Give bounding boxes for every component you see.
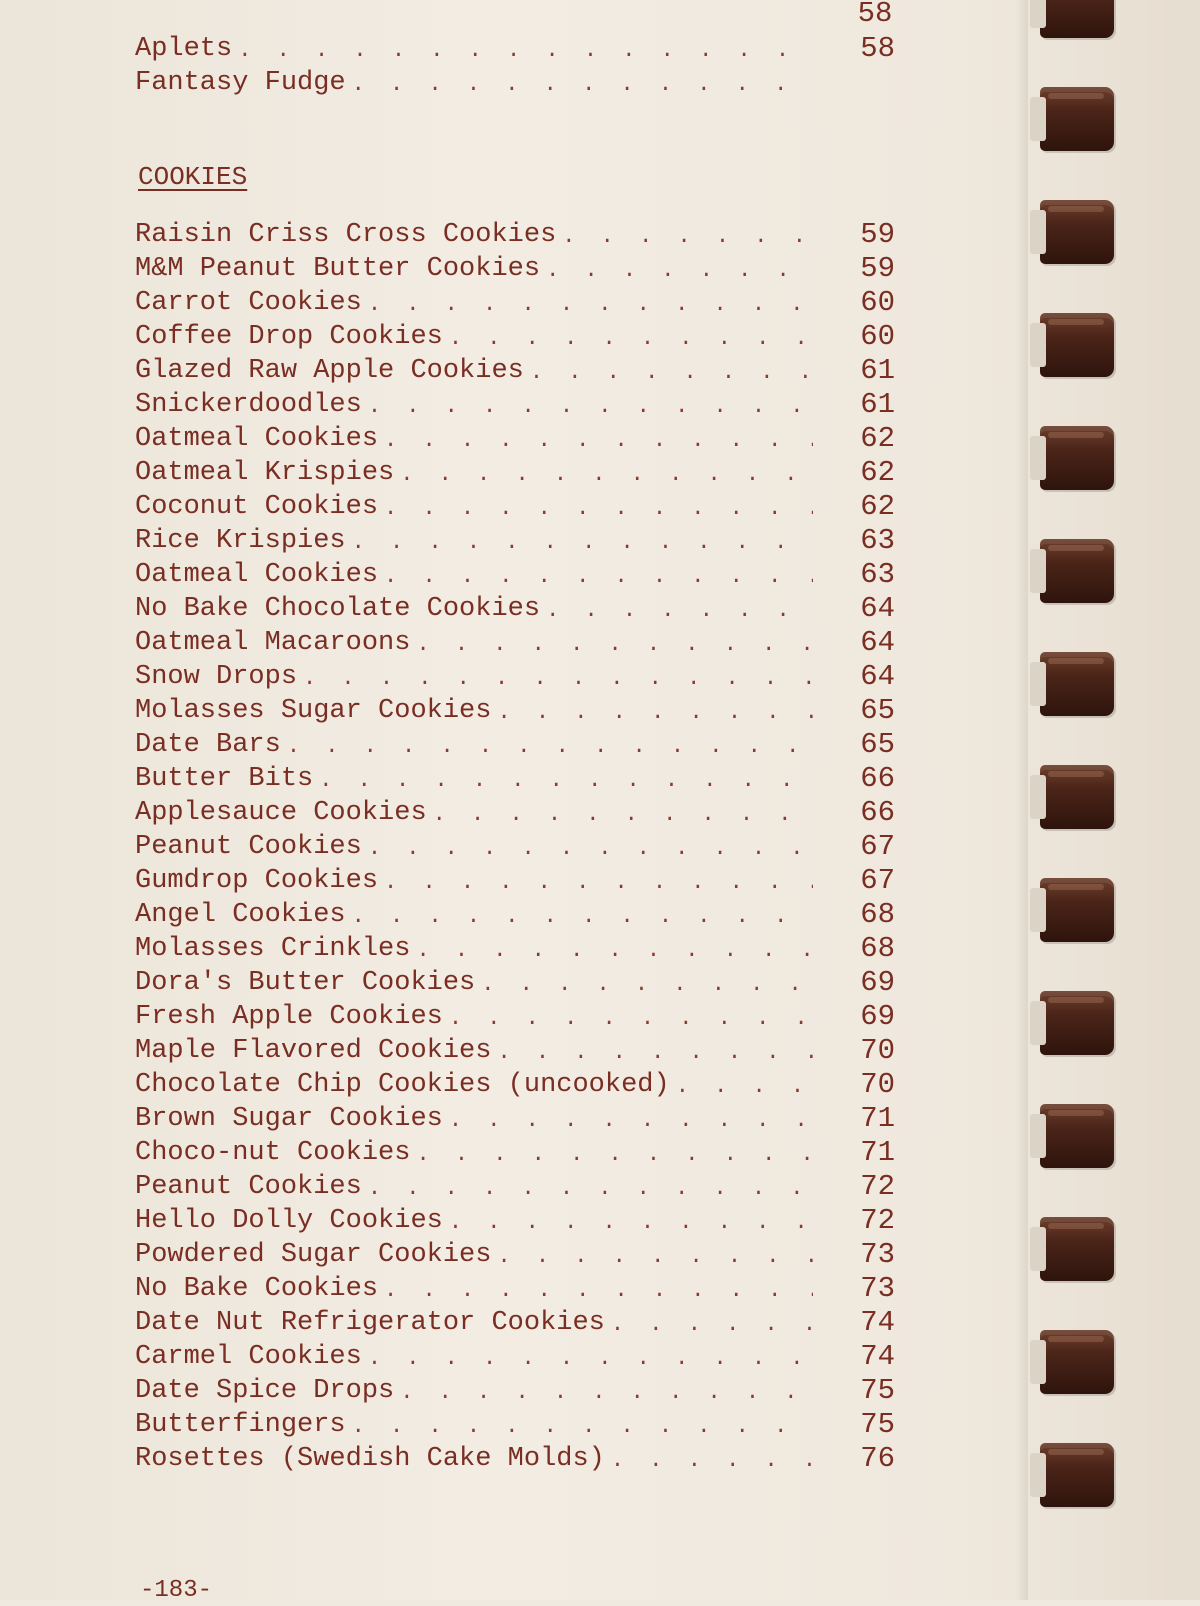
toc-entry-page: 63 bbox=[860, 558, 895, 591]
toc-entry-page: 68 bbox=[860, 932, 895, 965]
dot-leader bbox=[475, 970, 813, 1000]
dot-leader bbox=[362, 290, 813, 320]
toc-entry[interactable] bbox=[135, 1204, 895, 1238]
toc-entry-page: 59 bbox=[860, 252, 895, 285]
spiral-ring bbox=[1040, 1330, 1114, 1394]
dot-leader bbox=[491, 698, 813, 728]
toc-entry[interactable] bbox=[135, 286, 895, 320]
toc-entry-title: Oatmeal Cookies bbox=[135, 424, 379, 454]
toc-entry-title: Chocolate Chip Cookies (uncooked) bbox=[135, 1070, 670, 1100]
toc-entry[interactable] bbox=[135, 1272, 895, 1306]
toc-entry-title: Gumdrop Cookies bbox=[135, 866, 379, 896]
toc-entry-page: 64 bbox=[860, 660, 895, 693]
toc-entry-page: 62 bbox=[860, 490, 895, 523]
toc-entry-title: Choco-nut Cookies bbox=[135, 1138, 411, 1168]
toc-entry[interactable] bbox=[135, 252, 895, 286]
toc-entry-title: Snickerdoodles bbox=[135, 390, 362, 420]
dot-leader bbox=[443, 1004, 813, 1034]
spiral-binding bbox=[1028, 0, 1200, 1600]
toc-entry[interactable] bbox=[135, 1068, 895, 1102]
page-folio: -183- bbox=[140, 1577, 213, 1604]
dot-leader bbox=[491, 1038, 813, 1068]
toc-entry[interactable] bbox=[135, 354, 895, 388]
toc-entry-page: 66 bbox=[860, 796, 895, 829]
dot-leader bbox=[362, 392, 813, 422]
spiral-ring bbox=[1040, 1443, 1114, 1507]
toc-entry-title: Oatmeal Macaroons bbox=[135, 628, 411, 658]
toc-entry-title: Dora's Butter Cookies bbox=[135, 968, 476, 998]
toc-entry-page: 64 bbox=[860, 626, 895, 659]
toc-entry-page: 65 bbox=[860, 728, 895, 761]
toc-entry-page: 69 bbox=[860, 1000, 895, 1033]
dot-leader bbox=[281, 732, 813, 762]
toc-entry-page: 75 bbox=[860, 1374, 895, 1407]
toc-entry[interactable] bbox=[135, 1238, 895, 1272]
spiral-ring bbox=[1040, 200, 1114, 264]
spiral-ring bbox=[1040, 539, 1114, 603]
toc-entry[interactable] bbox=[135, 1442, 895, 1476]
dot-leader bbox=[394, 460, 813, 490]
spiral-ring bbox=[1040, 878, 1114, 942]
toc-entry-page: 73 bbox=[860, 1238, 895, 1271]
toc-entry-page: 65 bbox=[860, 694, 895, 727]
toc-entry-title: Aplets bbox=[135, 34, 233, 64]
dot-leader bbox=[378, 562, 813, 592]
dot-leader bbox=[297, 664, 813, 694]
toc-entry-page: 60 bbox=[860, 286, 895, 319]
dot-leader bbox=[346, 70, 813, 100]
toc-entry-title: Butterfingers bbox=[135, 1410, 346, 1440]
toc-entry-title: Hello Dolly Cookies bbox=[135, 1206, 443, 1236]
toc-entry-page: 66 bbox=[860, 762, 895, 795]
toc-entry-page: 75 bbox=[860, 1408, 895, 1441]
toc-entry[interactable] bbox=[135, 1408, 895, 1442]
toc-entry-title: Date Bars bbox=[135, 730, 281, 760]
dot-leader bbox=[313, 766, 813, 796]
toc-entry[interactable] bbox=[135, 66, 895, 100]
dot-leader bbox=[410, 1140, 813, 1170]
toc-entry-title: Peanut Cookies bbox=[135, 1172, 362, 1202]
toc-entry[interactable] bbox=[135, 422, 895, 456]
toc-entry-page: 58 bbox=[860, 32, 895, 65]
toc-entry[interactable] bbox=[135, 218, 895, 252]
toc-entry[interactable] bbox=[135, 32, 895, 66]
spiral-ring bbox=[1040, 765, 1114, 829]
dot-leader bbox=[362, 1344, 813, 1374]
toc-entry[interactable] bbox=[135, 796, 895, 830]
toc-entry-page: 72 bbox=[860, 1204, 895, 1237]
toc-entry-page: 74 bbox=[860, 1340, 895, 1373]
toc-entry-title: Powdered Sugar Cookies bbox=[135, 1240, 492, 1270]
toc-entry[interactable] bbox=[135, 1136, 895, 1170]
toc-entry-title: Glazed Raw Apple Cookies bbox=[135, 356, 524, 386]
toc-entry-page: 67 bbox=[860, 864, 895, 897]
toc-entry-title: Fantasy Fudge bbox=[135, 68, 346, 98]
spiral-ring bbox=[1040, 1104, 1114, 1168]
dot-leader bbox=[524, 358, 813, 388]
dot-leader bbox=[410, 630, 813, 660]
dot-leader bbox=[378, 426, 813, 456]
spiral-ring bbox=[1040, 87, 1114, 151]
dot-leader bbox=[378, 494, 813, 524]
dot-leader bbox=[346, 902, 813, 932]
toc-entry-page: 73 bbox=[860, 1272, 895, 1305]
dot-leader bbox=[346, 528, 813, 558]
dot-leader bbox=[410, 936, 813, 966]
dot-leader bbox=[362, 834, 813, 864]
toc-entry-page: 63 bbox=[860, 524, 895, 557]
dot-leader bbox=[670, 1072, 813, 1102]
toc-entry-title: Coffee Drop Cookies bbox=[135, 322, 443, 352]
toc-entry[interactable] bbox=[135, 592, 895, 626]
dot-leader bbox=[427, 800, 813, 830]
dot-leader bbox=[346, 1412, 813, 1442]
toc-entry-page: 74 bbox=[860, 1306, 895, 1339]
dot-leader bbox=[378, 1276, 813, 1306]
toc-entry[interactable] bbox=[135, 320, 895, 354]
toc-entry-title: No Bake Chocolate Cookies bbox=[135, 594, 541, 624]
toc-entry-page: 71 bbox=[860, 1136, 895, 1169]
spiral-ring bbox=[1040, 1217, 1114, 1281]
dot-leader bbox=[605, 1310, 813, 1340]
toc-entry-page: 61 bbox=[860, 388, 895, 421]
toc-entry-page: 67 bbox=[860, 830, 895, 863]
dot-leader bbox=[540, 256, 813, 286]
toc-entry-title: Molasses Crinkles bbox=[135, 934, 411, 964]
toc-entry-title: Angel Cookies bbox=[135, 900, 346, 930]
dot-leader bbox=[540, 596, 813, 626]
toc-entry-title: Oatmeal Cookies bbox=[135, 560, 379, 590]
dot-leader bbox=[362, 1174, 813, 1204]
toc-entry[interactable] bbox=[135, 558, 895, 592]
toc-entry-title: Snow Drops bbox=[135, 662, 298, 692]
dot-leader bbox=[443, 324, 813, 354]
spiral-ring bbox=[1040, 0, 1114, 38]
dot-leader bbox=[605, 1446, 813, 1476]
toc-entry-page: 69 bbox=[860, 966, 895, 999]
dot-leader bbox=[378, 868, 813, 898]
toc-entry-title: Coconut Cookies bbox=[135, 492, 379, 522]
toc-entry-title: Peanut Cookies bbox=[135, 832, 362, 862]
toc-entry-title: Molasses Sugar Cookies bbox=[135, 696, 492, 726]
toc-entry-page: 70 bbox=[860, 1068, 895, 1101]
toc-entry[interactable] bbox=[135, 694, 895, 728]
dot-leader bbox=[556, 222, 813, 252]
spiral-ring bbox=[1040, 652, 1114, 716]
toc-entry-title: Carrot Cookies bbox=[135, 288, 362, 318]
toc-entry-page: 68 bbox=[860, 898, 895, 931]
toc-entry[interactable] bbox=[135, 524, 895, 558]
toc-entry[interactable] bbox=[135, 864, 895, 898]
toc-entry[interactable] bbox=[135, 388, 895, 422]
dot-leader bbox=[491, 1242, 813, 1272]
toc-entry-page: 70 bbox=[860, 1034, 895, 1067]
toc-entry[interactable] bbox=[135, 830, 895, 864]
toc-entry-page: 64 bbox=[860, 592, 895, 625]
toc-entry[interactable] bbox=[135, 1000, 895, 1034]
dot-leader bbox=[232, 36, 813, 66]
spiral-ring bbox=[1040, 991, 1114, 1055]
previous-section-list bbox=[135, 32, 895, 100]
toc-entry[interactable] bbox=[135, 762, 895, 796]
dot-leader bbox=[443, 1208, 813, 1238]
toc-entry-page: 62 bbox=[860, 456, 895, 489]
toc-entry-page: 60 bbox=[860, 320, 895, 353]
toc-entry-title: M&M Peanut Butter Cookies bbox=[135, 254, 541, 284]
toc-entry-page: 72 bbox=[860, 1170, 895, 1203]
toc-entry[interactable] bbox=[135, 1340, 895, 1374]
toc-entry-title: Fresh Apple Cookies bbox=[135, 1002, 443, 1032]
toc-entry-title: No Bake Cookies bbox=[135, 1274, 379, 1304]
cookies-toc-list bbox=[135, 218, 895, 1476]
toc-entry[interactable] bbox=[135, 728, 895, 762]
toc-entry-page: 62 bbox=[860, 422, 895, 455]
toc-entry-title: Carmel Cookies bbox=[135, 1342, 362, 1372]
toc-entry-title: Maple Flavored Cookies bbox=[135, 1036, 492, 1066]
toc-entry-title: Applesauce Cookies bbox=[135, 798, 427, 828]
top-page-number: 58 bbox=[857, 0, 893, 30]
toc-entry[interactable] bbox=[135, 1374, 895, 1408]
toc-entry-title: Date Nut Refrigerator Cookies bbox=[135, 1308, 605, 1338]
toc-entry-title: Rosettes (Swedish Cake Molds) bbox=[135, 1444, 605, 1474]
toc-entry-page: 71 bbox=[860, 1102, 895, 1135]
toc-entry[interactable] bbox=[135, 1034, 895, 1068]
spiral-ring bbox=[1040, 313, 1114, 377]
dot-leader bbox=[443, 1106, 813, 1136]
toc-entry-title: Date Spice Drops bbox=[135, 1376, 395, 1406]
toc-entry[interactable] bbox=[135, 932, 895, 966]
toc-entry[interactable] bbox=[135, 456, 895, 490]
toc-entry-title: Butter Bits bbox=[135, 764, 314, 794]
dot-leader bbox=[394, 1378, 813, 1408]
toc-entry-page: 59 bbox=[860, 218, 895, 251]
spiral-ring bbox=[1040, 426, 1114, 490]
toc-entry[interactable] bbox=[135, 898, 895, 932]
toc-entry-title: Rice Krispies bbox=[135, 526, 346, 556]
binding-shadow bbox=[1016, 0, 1028, 1600]
toc-entry-title: Brown Sugar Cookies bbox=[135, 1104, 443, 1134]
toc-entry[interactable] bbox=[135, 966, 895, 1000]
toc-entry[interactable] bbox=[135, 660, 895, 694]
toc-entry-page: 61 bbox=[860, 354, 895, 387]
section-heading-cookies: COOKIES bbox=[138, 162, 248, 192]
toc-entry[interactable] bbox=[135, 1306, 895, 1340]
toc-entry-page: 76 bbox=[860, 1442, 895, 1475]
toc-entry-title: Raisin Criss Cross Cookies bbox=[135, 220, 557, 250]
toc-entry-title: Oatmeal Krispies bbox=[135, 458, 395, 488]
toc-entry[interactable] bbox=[135, 626, 895, 660]
toc-entry[interactable] bbox=[135, 1102, 895, 1136]
toc-entry[interactable] bbox=[135, 490, 895, 524]
toc-entry[interactable] bbox=[135, 1170, 895, 1204]
